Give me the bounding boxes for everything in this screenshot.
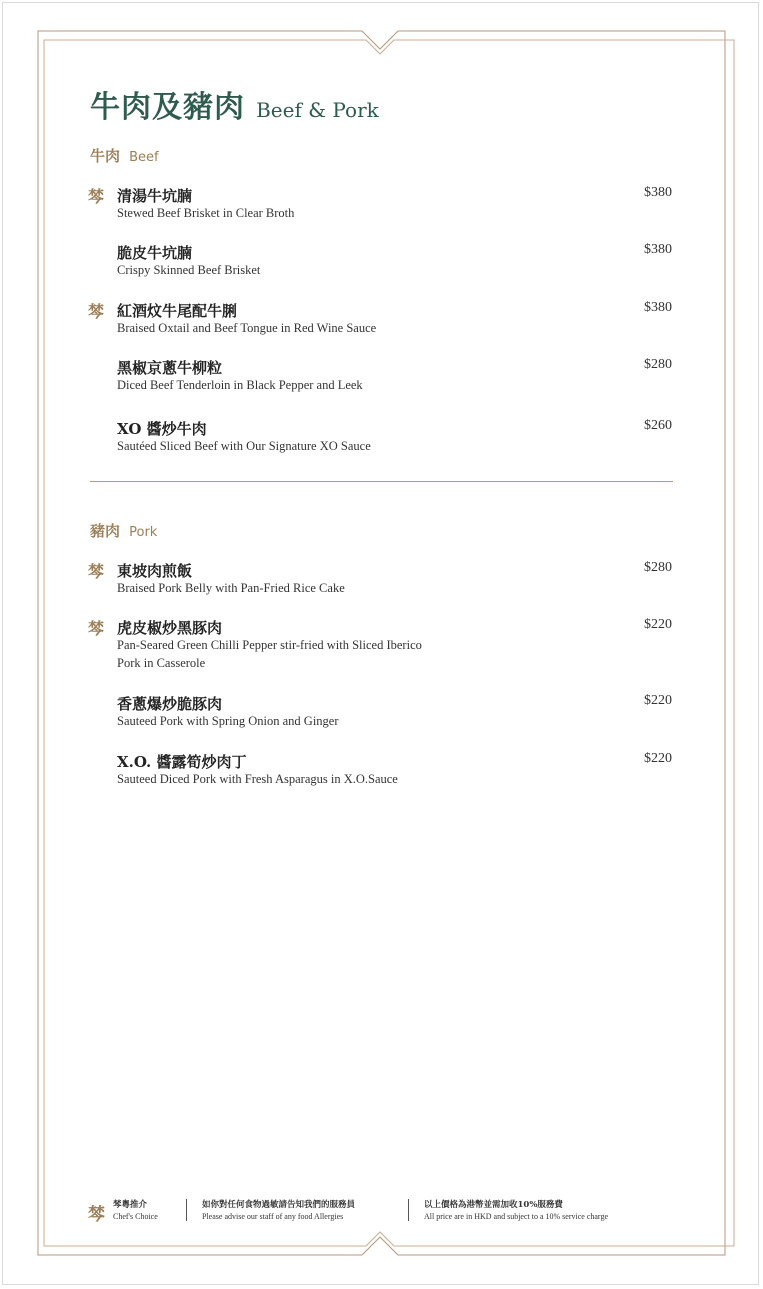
dish-name-english: Braised Oxtail and Beef Tongue in Red Wine Sauce <box>117 321 377 335</box>
dish-name-chinese: 清湯牛坑腩 <box>117 187 193 205</box>
section-heading-beef <box>90 145 159 166</box>
chef-choice-mark: 棽 <box>88 187 105 206</box>
dish-name-english: Stewed Beef Brisket in Clear Broth <box>117 206 295 220</box>
dish-name-english: Pan-Seared Green Chilli Pepper stir-fried with Sliced Iberico Pork in Casserole <box>117 638 422 670</box>
footer-divider <box>408 1199 409 1221</box>
dish-name-english: Diced Beef Tenderloin in Black Pepper and Leek <box>117 378 363 392</box>
section-chinese: 牛肉 <box>90 147 121 165</box>
title-english: Beef & Pork <box>256 98 379 122</box>
dish-price: $380 <box>644 300 672 315</box>
section-heading-pork <box>90 520 157 541</box>
dish-name-english: Crispy Skinned Beef Brisket <box>117 263 261 277</box>
dish-price: $260 <box>644 418 672 433</box>
dish-price: $220 <box>644 693 672 708</box>
chef-choice-mark: 棽 <box>88 562 105 581</box>
footer-price-note <box>424 1198 608 1221</box>
dish-name-chinese: 黑椒京蔥牛柳粒 <box>117 359 223 377</box>
dish-price: $380 <box>644 242 672 257</box>
dish-name-chinese: 虎皮椒炒黑豚肉 <box>117 619 223 637</box>
section-english: Beef <box>129 150 159 165</box>
dish-name-chinese: X.O. 醬露筍炒肉丁 <box>117 753 247 771</box>
title-chinese: 牛肉及豬肉 <box>90 90 245 125</box>
dish-price: $220 <box>644 751 672 766</box>
chef-choice-mark: 棽 <box>88 619 105 638</box>
section-divider <box>90 481 673 482</box>
dish-name-chinese: 香蔥爆炒脆豚肉 <box>117 695 223 713</box>
dish-name-english: Braised Pork Belly with Pan-Fried Rice Cake <box>117 581 345 595</box>
dish-name-chinese: 東坡肉煎飯 <box>117 562 193 580</box>
footer-divider <box>186 1199 187 1221</box>
footer-allergy-note <box>202 1198 355 1221</box>
footer-chef-choice-zh: 棽粵推介 <box>113 1200 148 1210</box>
dish-name-english: Sautéed Sliced Beef with Our Signature XO Sauce <box>117 439 371 453</box>
footer-chef-choice <box>113 1198 158 1221</box>
chef-choice-mark: 棽 <box>88 1205 105 1225</box>
page-title <box>90 82 379 126</box>
footer-price-en: All price are in HKD and subject to a 10% service charge <box>424 1212 609 1221</box>
dish-name-chinese: XO 醬炒牛肉 <box>117 420 207 438</box>
footer-allergy-en: Please advise our staff of any food Allergies <box>202 1212 344 1221</box>
section-chinese: 豬肉 <box>90 522 121 540</box>
footer-notes <box>88 1198 678 1228</box>
dish-name-english: Sauteed Pork with Spring Onion and Ginger <box>117 714 339 728</box>
dish-price: $220 <box>644 617 672 632</box>
footer-allergy-zh: 如你對任何食物過敏請告知我們的服務員 <box>202 1200 356 1210</box>
chef-choice-mark: 棽 <box>88 302 105 321</box>
dish-name-english: Sauteed Diced Pork with Fresh Asparagus in X.O.Sauce <box>117 772 398 786</box>
section-english: Pork <box>129 525 158 540</box>
dish-name-chinese: 脆皮牛坑腩 <box>117 244 193 262</box>
dish-price: $280 <box>644 357 672 372</box>
dish-price: $280 <box>644 560 672 575</box>
dish-name-chinese: 紅酒炆牛尾配牛脷 <box>117 302 238 320</box>
footer-price-zh: 以上價格為港幣並需加收10%服務費 <box>424 1200 563 1210</box>
dish-price: $380 <box>644 185 672 200</box>
footer-chef-choice-en: Chef's Choice <box>113 1212 158 1221</box>
